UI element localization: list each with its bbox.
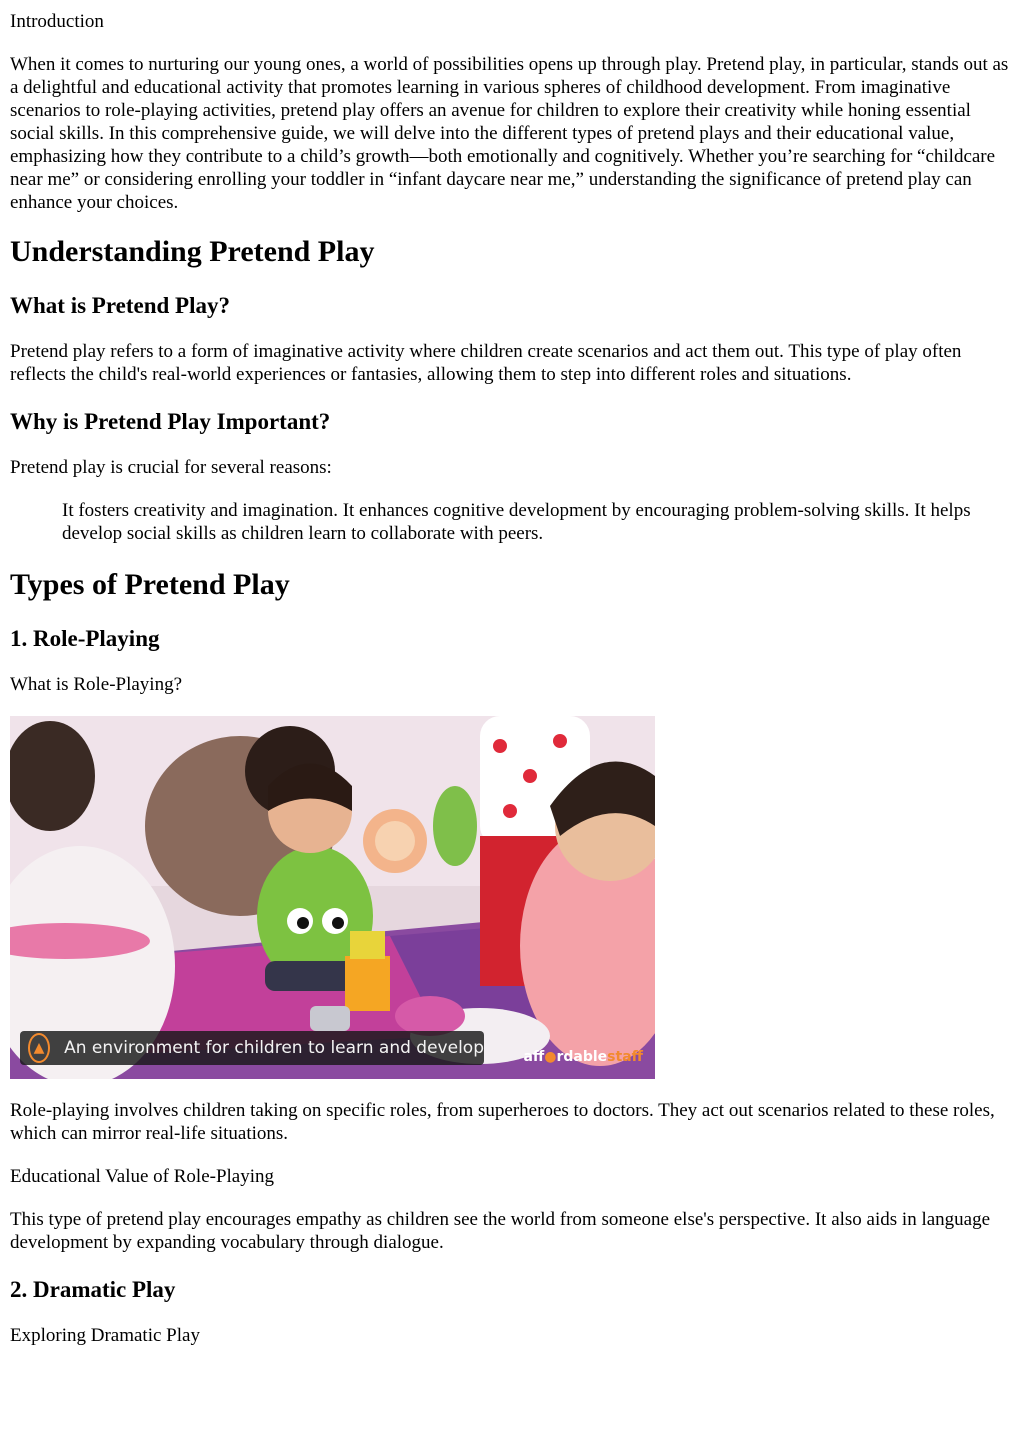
image-caption-bar <box>20 1031 484 1065</box>
why-paragraph: Pretend play is crucial for several reasons: <box>10 457 332 478</box>
educational-value-paragraph: This type of pretend play encourages empathy as children see the world from someone else's perspective. It also aids in language development by expanding vocabulary through dialogue. <box>10 1209 991 1253</box>
understanding-heading: Understanding Pretend Play <box>10 235 375 268</box>
person-tie-icon: ▲ <box>28 1033 50 1063</box>
brand-logo: aff●rdablestaff <box>523 1049 643 1065</box>
dramatic-play-heading: 2. Dramatic Play <box>10 1277 176 1302</box>
types-heading: Types of Pretend Play <box>10 568 290 601</box>
role-playing-paragraph: Role-playing involves children taking on specific roles, from superheroes to doctors. They act out scenarios related to these roles, which can mirror real-life situations. <box>10 1100 995 1144</box>
dramatic-play-label: Exploring Dramatic Play <box>10 1325 200 1346</box>
educational-value-label: Educational Value of Role-Playing <box>10 1166 275 1187</box>
image-caption: An environment for children to learn and develop <box>64 1038 484 1058</box>
children-playing-image <box>10 716 655 1079</box>
role-playing-question: What is Role-Playing? <box>10 674 183 695</box>
photo-illustration <box>10 716 655 1079</box>
why-reasons-blockquote: It fosters creativity and imagination. It enhances cognitive development by encouraging problem-solving skills. It helps develop social skills as children learn to collaborate with peers. <box>62 500 971 544</box>
intro-label: Introduction <box>10 11 104 32</box>
what-paragraph: Pretend play refers to a form of imaginative activity where children create scenarios and act them out. This type of play often reflects the child's real-world experiences or fantasies, allowing them to step into different roles and situations. <box>10 341 962 385</box>
intro-paragraph: When it comes to nurturing our young ones, a world of possibilities opens up through play. Pretend play, in particular, stands out as a delightful and educational activity that promotes learning in various spheres of childhood development. From imaginative scenarios to role-playing activities, pretend play offers an avenue for children to explore their creativity while honing essential social skills. In this comprehensive guide, we will delve into the different types of pretend plays and their educational value, emphasizing how they contribute to a child’s growth—both emotionally and cognitively. Whether you’re searching for “childcare near me” or considering enrolling your toddler in “infant daycare near me,” understanding the significance of pretend play can enhance your choices. <box>10 54 1009 213</box>
why-heading: Why is Pretend Play Important? <box>10 409 331 434</box>
what-heading: What is Pretend Play? <box>10 293 230 318</box>
role-playing-heading: 1. Role-Playing <box>10 626 160 651</box>
